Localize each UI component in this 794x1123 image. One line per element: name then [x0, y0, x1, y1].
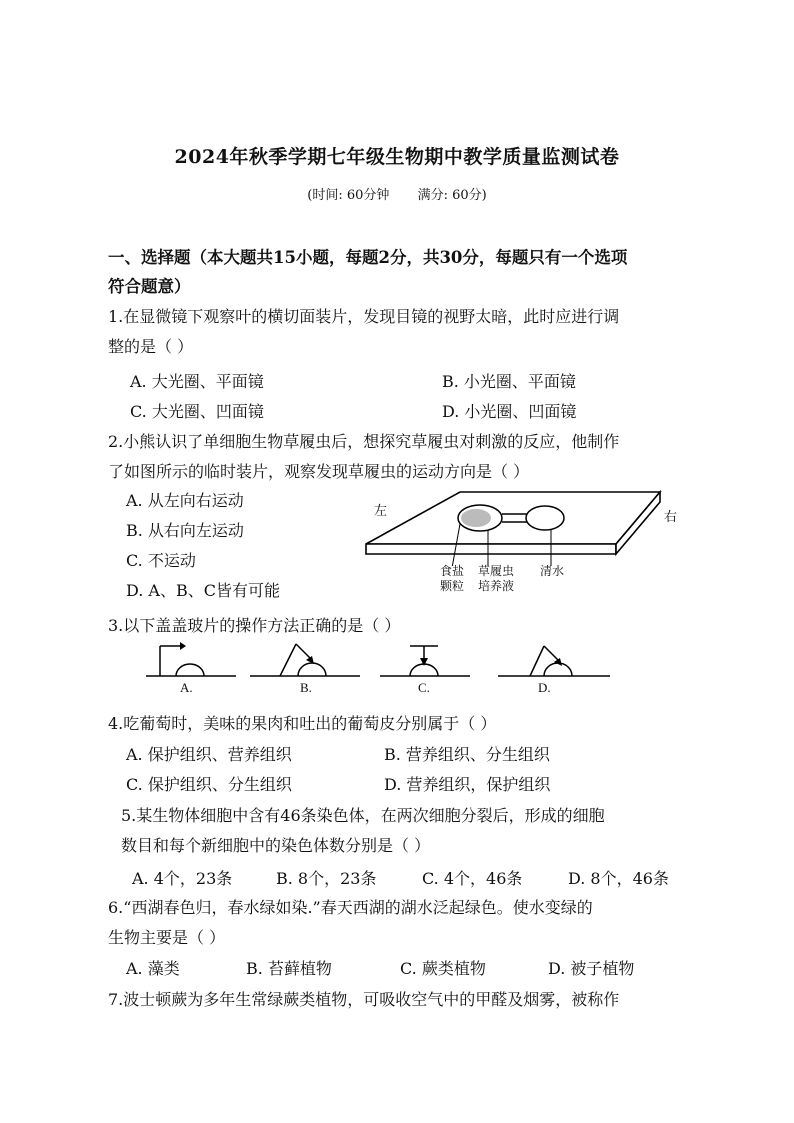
- salt-particles: [461, 509, 491, 527]
- q2-stem-line2: 了如图所示的临时装片，观察发现草履虫的运动方向是（ ）: [108, 462, 530, 481]
- slide-top-face: [366, 492, 660, 544]
- q6-option-c: C. 蕨类植物: [400, 959, 486, 978]
- slide-left-label: 左: [374, 504, 388, 519]
- q2-option-c: C. 不运动: [126, 551, 196, 570]
- q1-option-a: A. 大光圈、平面镜: [130, 372, 264, 391]
- coverslip-option-a: [146, 642, 236, 676]
- q6-option-d: D. 被子植物: [548, 959, 635, 978]
- full-score: 满分: 60分): [417, 188, 487, 203]
- q1-option-c: C. 大光圈、凹面镜: [130, 402, 264, 421]
- coverslip-label-d: D.: [538, 680, 551, 695]
- coverslip-option-c: [380, 646, 470, 676]
- coverslip-label-b: B.: [300, 680, 312, 695]
- salt-label: 食盐 颗粒: [440, 564, 465, 593]
- time-limit: (时间: 60分钟: [307, 188, 390, 203]
- q1-option-b: B. 小光圈、平面镜: [442, 372, 576, 391]
- q2-option-b: B. 从右向左运动: [126, 521, 244, 540]
- q4-option-b: B. 营养组织、分生组织: [384, 745, 550, 764]
- q4-option-a: A. 保护组织、营养组织: [126, 745, 292, 764]
- q5-option-c: C. 4个，46条: [422, 869, 523, 888]
- q1-stem-line2: 整的是（ ）: [108, 337, 194, 356]
- q4-option-d: D. 营养组织，保护组织: [384, 775, 551, 794]
- coverslip-option-d: [498, 646, 610, 676]
- q3-stem: 3.以下盖盖玻片的操作方法正确的是（ ）: [108, 616, 401, 635]
- coverslip-label-a: A.: [180, 680, 193, 695]
- q7-stem-line1: 7.波士顿蕨为多年生常绿蕨类植物，可吸收空气中的甲醛及烟雾，被称作: [108, 990, 620, 1009]
- q5-stem-line1: 5.某生物体细胞中含有46条染色体，在两次细胞分裂后，形成的细胞: [121, 806, 605, 825]
- slide-diagram: [360, 486, 690, 566]
- slide-front-edge: [366, 544, 616, 554]
- exam-title: 2024年秋季学期七年级生物期中教学质量监测试卷: [174, 146, 620, 168]
- slide-right-label: 右: [664, 510, 678, 525]
- q5-option-a: A. 4个，23条: [132, 869, 233, 888]
- coverslip-label-c: C.: [418, 680, 430, 695]
- q2-option-a: A. 从左向右运动: [126, 491, 244, 510]
- culture-label: 草履虫 培养液: [478, 564, 515, 593]
- q5-stem-line2: 数目和每个新细胞中的染色体数分别是（ ）: [121, 836, 431, 855]
- q6-option-a: A. 藻类: [126, 959, 180, 978]
- q6-stem-line2: 生物主要是（ ）: [108, 928, 226, 947]
- q1-stem-line1: 1.在显微镜下观察叶的横切面装片，发现目镜的视野太暗，此时应进行调: [108, 307, 620, 326]
- q5-option-b: B. 8个，23条: [276, 869, 377, 888]
- q4-stem: 4.吃葡萄时，美味的果肉和吐出的葡萄皮分别属于（ ）: [108, 714, 497, 733]
- q2-option-d: D. A、B、C皆有可能: [126, 581, 280, 600]
- coverslip-option-b: [250, 644, 360, 676]
- q5-option-d: D. 8个，46条: [568, 869, 669, 888]
- q2-stem-line1: 2.小熊认识了单细胞生物草履虫后，想探究草履虫对刺激的反应，他制作: [108, 432, 620, 451]
- water-drop: [526, 506, 564, 530]
- q6-option-b: B. 苔藓植物: [246, 959, 332, 978]
- q4-option-c: C. 保护组织、分生组织: [126, 775, 292, 794]
- section-heading-line1: 一、选择题（本大题共15小题，每题2分，共30分，每题只有一个选项: [108, 248, 628, 267]
- water-label: 清水: [540, 564, 565, 578]
- q6-stem-line1: 6.“西湖春色归，春水绿如染.”春天西湖的湖水泛起绿色。使水变绿的: [108, 898, 593, 917]
- section-heading-line2: 符合题意）: [108, 277, 191, 296]
- q1-option-d: D. 小光圈、凹面镜: [442, 402, 577, 421]
- coverslip-figures: [140, 640, 620, 682]
- exam-subtitle: [0, 184, 794, 203]
